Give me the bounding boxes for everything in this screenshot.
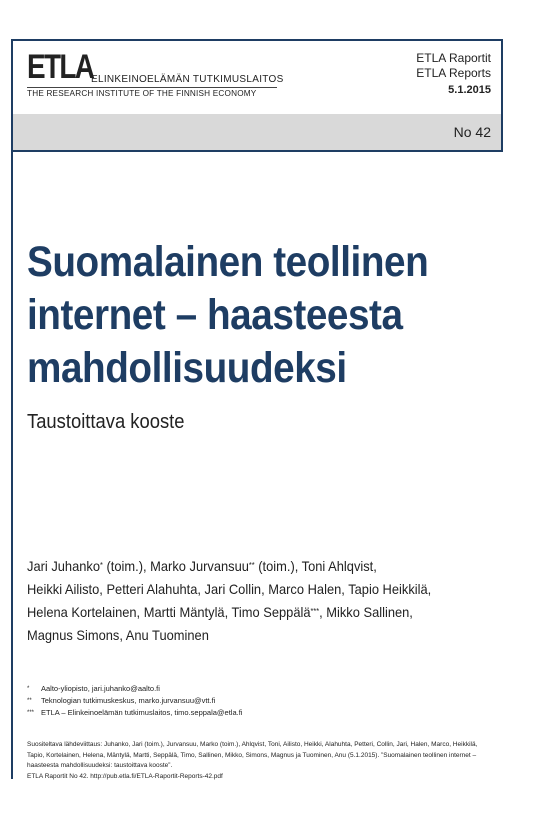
citation-text: Suositeltava lähdeviittaus: Juhanko, Jari (toim.), Jurvansuu, Marko (toim.), Ahlqvist, Toni, Ailisto, Heikki, Alahuhta, Petteri, Collin, Jari, Halen, Marco, Heikkilä, Tapio, Kortelainen, Helena, Mäntylä, Martti, Seppälä, Timo, Sallinen, Mikko, Simons, Magnus ja Tuominen, Anu (5.1.2015). ”Suomalainen teollinen internet – haasteesta mahdollisuudeksi: taustoittava kooste”.	[27, 741, 478, 769]
author-line-2: Heikki Ailisto, Petteri Alahuhta, Jari Collin, Marco Halen, Tapio Heikkilä,	[27, 581, 432, 597]
title-line-2: internet – haasteesta	[27, 291, 403, 339]
author-list	[27, 555, 431, 647]
title-line-3: mahdollisuudeksi	[27, 344, 347, 392]
logo-name-finnish: ELINKEINOELÄMÄN TUTKIMUSLAITOS	[91, 74, 284, 85]
footnote-mark: **	[27, 698, 32, 704]
author-text: (toim.), Marko Jurvansuu	[102, 558, 249, 574]
author-text: Jari Juhanko	[27, 558, 101, 574]
recommended-citation	[27, 740, 487, 782]
affiliation-note	[27, 683, 242, 695]
citation-link[interactable]: ETLA Raportit No 42. http://pub.etla.fi/ETLA-Raportit-Reports-42.pdf	[27, 772, 223, 780]
logo-divider	[27, 87, 277, 88]
series-name-english: ETLA Reports	[416, 66, 491, 80]
footnote-mark: **	[248, 561, 255, 570]
author-line-4: Magnus Simons, Anu Tuominen	[27, 627, 209, 643]
footnote-mark: *	[27, 686, 30, 692]
affiliation-text: Teknologian tutkimuskeskus, marko.jurvansuu@vtt.fi	[41, 696, 216, 705]
cover-frame	[11, 39, 503, 779]
report-title	[27, 236, 428, 395]
author-text: , Mikko Sallinen,	[319, 604, 413, 620]
report-number: No 42	[453, 124, 491, 140]
affiliation-text: ETLA – Elinkeinoelämän tutkimuslaitos, timo.seppala@etla.fi	[41, 708, 243, 717]
author-affiliations	[27, 683, 242, 719]
title-line-1: Suomalainen teollinen	[27, 238, 429, 286]
publication-date: 5.1.2015	[448, 84, 491, 96]
affiliation-note	[27, 695, 242, 707]
logo-abbreviation: ETLA	[27, 48, 94, 86]
author-text: (toim.), Toni Ahlqvist,	[254, 558, 377, 574]
frame-right-rule	[501, 39, 503, 152]
footnote-mark: ***	[310, 607, 320, 616]
affiliation-text: Aalto-yliopisto, jari.juhanko@aalto.fi	[41, 684, 160, 693]
frame-top-rule	[11, 39, 503, 41]
report-subtitle: Taustoittava kooste	[27, 411, 185, 433]
series-name-finnish: ETLA Raportit	[416, 51, 491, 65]
affiliation-note	[27, 707, 242, 719]
author-line-3	[27, 601, 431, 624]
logo-name-english: THE RESEARCH INSTITUTE OF THE FINNISH ECONOMY	[27, 89, 257, 98]
footnote-mark: ***	[27, 710, 35, 716]
header-number-band	[13, 114, 501, 152]
series-info	[416, 51, 491, 98]
author-text: Helena Kortelainen, Martti Mäntylä, Timo Seppälä	[27, 604, 311, 620]
footnote-mark: *	[100, 561, 103, 570]
author-line-1	[27, 555, 431, 578]
